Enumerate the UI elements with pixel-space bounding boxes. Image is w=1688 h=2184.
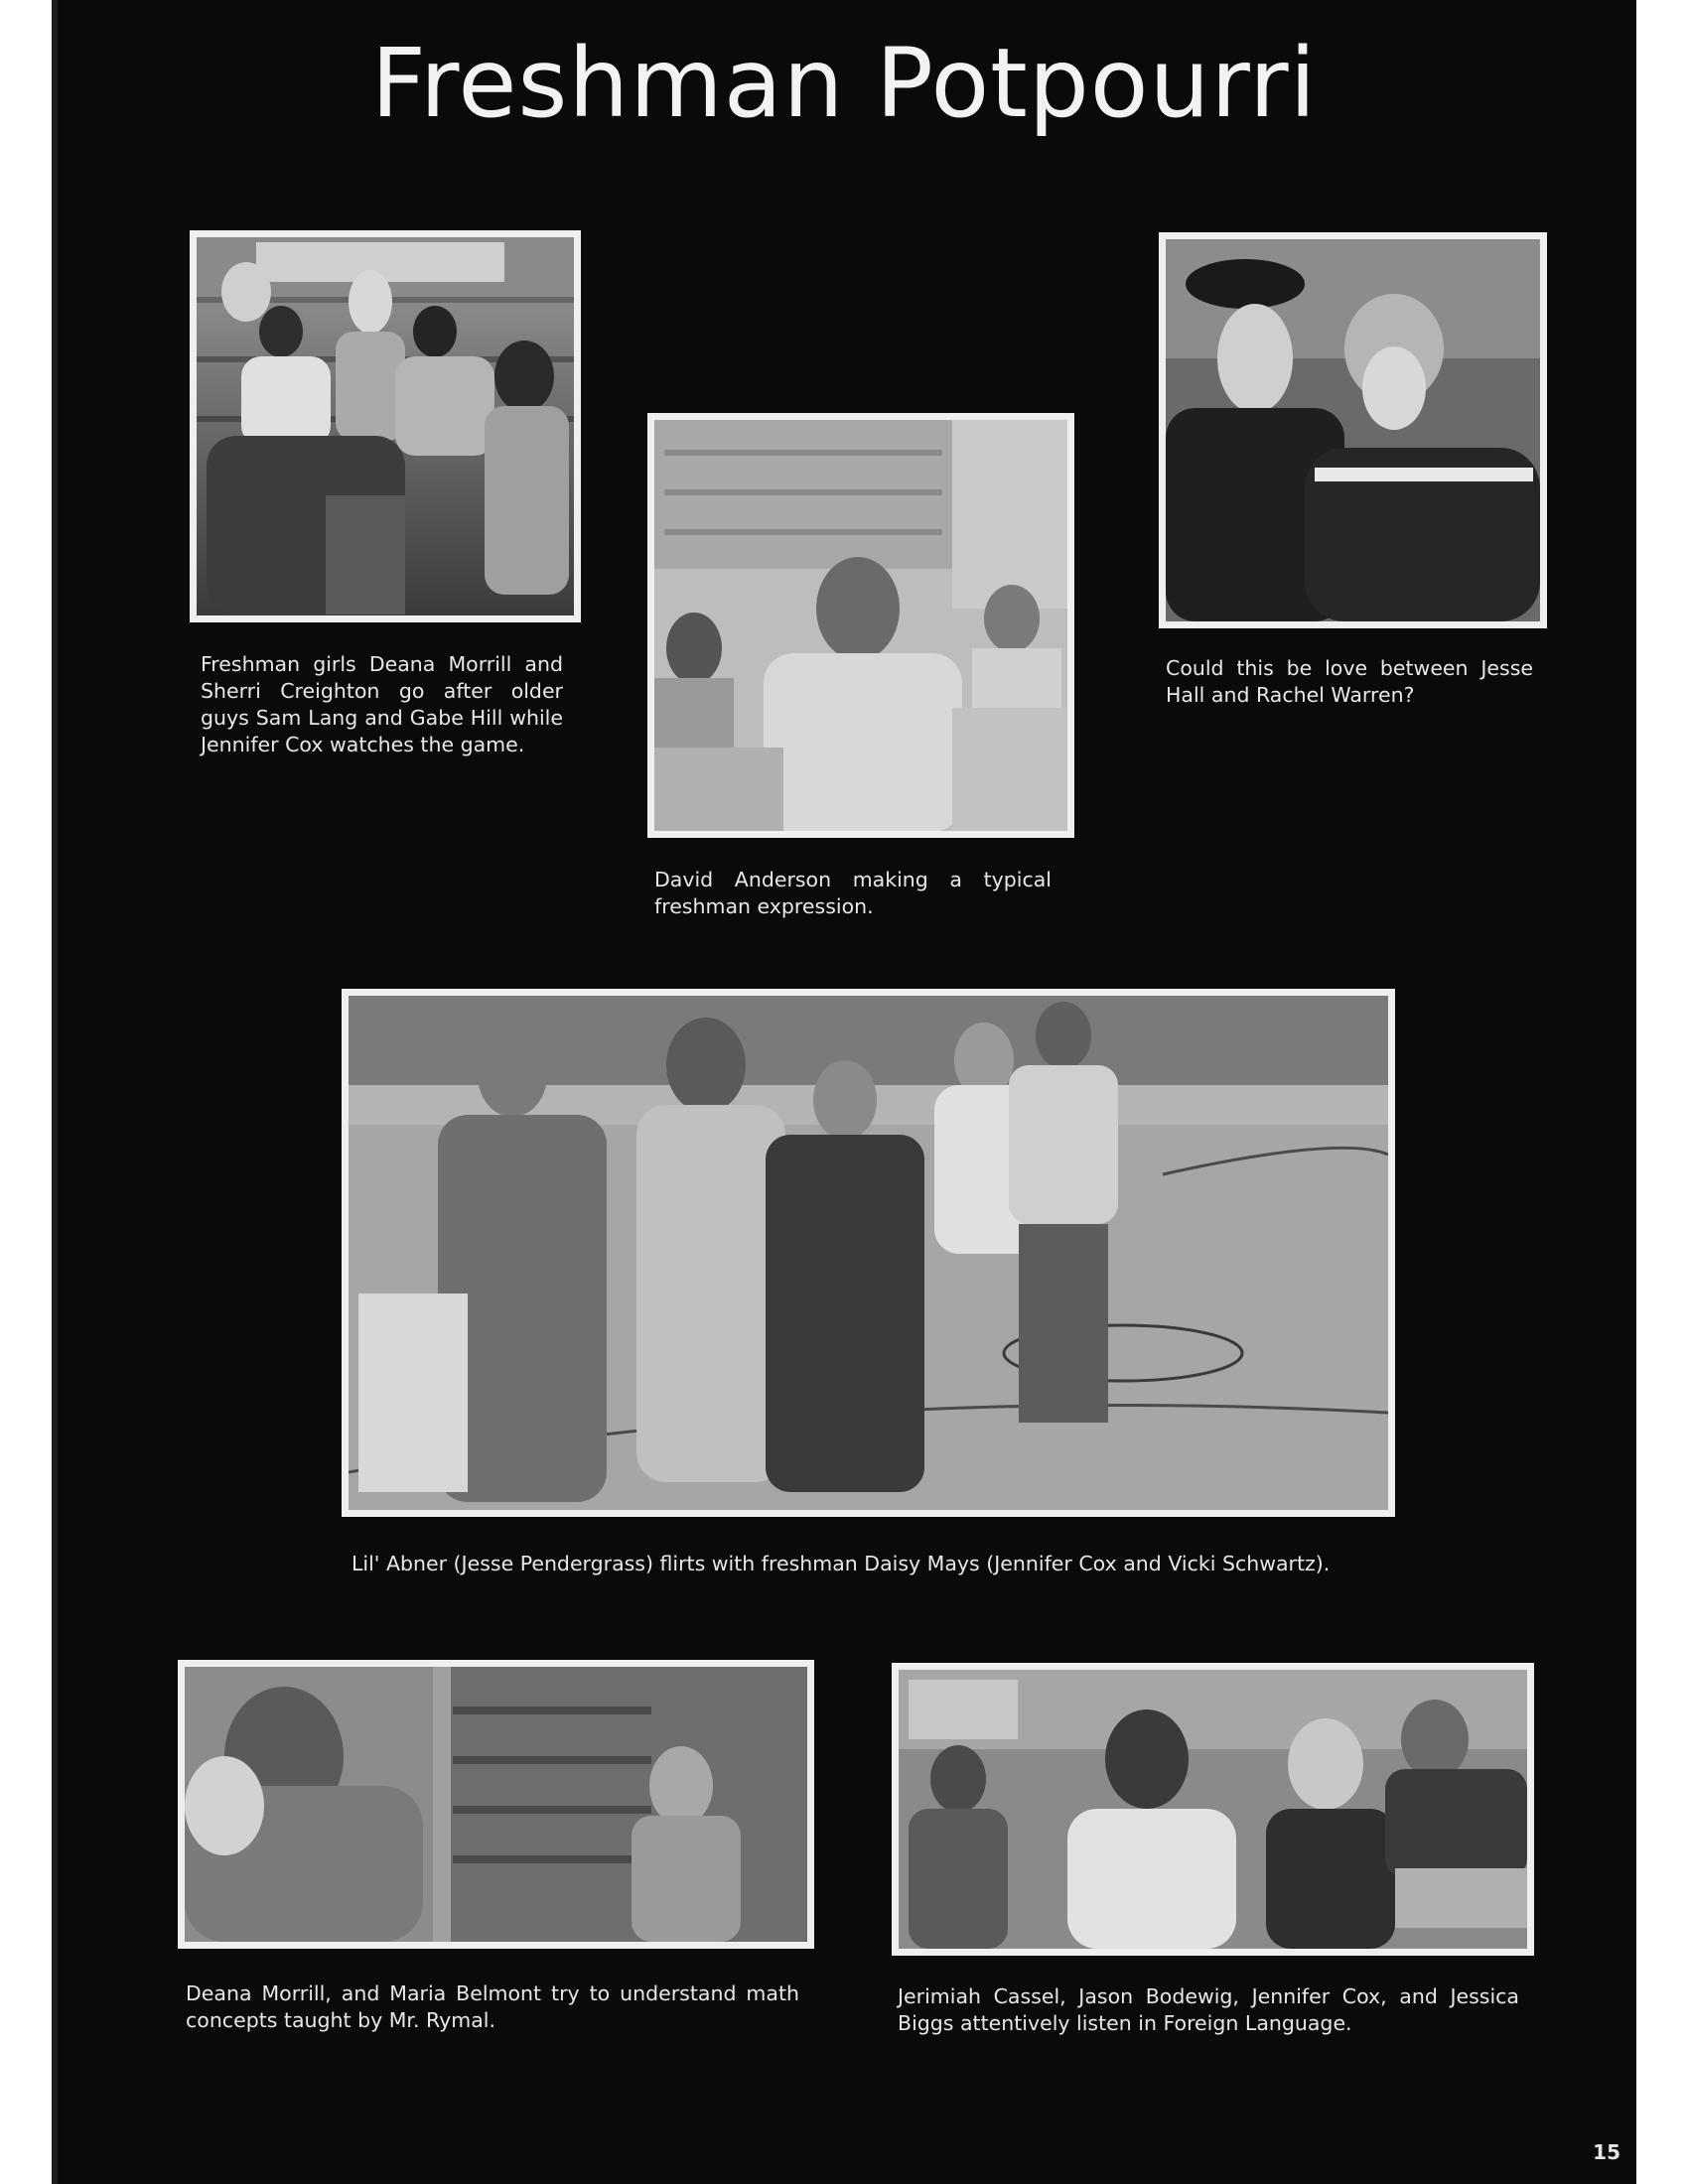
photo-gym-caption: Lil' Abner (Jesse Pendergrass) flirts with freshman Daisy Mays (Jennifer Cox and Vicki Schwartz). (352, 1552, 1331, 1575)
page-spine (52, 0, 58, 2184)
photo-bleachers-caption: Freshman girls Deana Morrill and Sherri Creighton go after older guys Sam Lang and Gabe Hill while Jennifer Cox watches the game. (201, 652, 563, 756)
photo-bleachers (190, 230, 581, 622)
photo-costume-couple (1159, 232, 1547, 628)
page-title: Freshman Potpourri (370, 28, 1318, 139)
photo-language (892, 1663, 1534, 1956)
page-number: 15 (1593, 2140, 1620, 2164)
photo-costume-couple-caption: Could this be love between Jesse Hall and Rachel Warren? (1166, 656, 1533, 707)
photo-math-caption: Deana Morrill, and Maria Belmont try to understand math concepts taught by Mr. Rymal. (186, 1981, 799, 2032)
photo-classroom-caption: David Anderson making a typical freshman expression. (654, 868, 1052, 918)
yearbook-page (52, 0, 1636, 2184)
photo-classroom (647, 413, 1074, 838)
photo-language-caption: Jerimiah Cassel, Jason Bodewig, Jennifer Cox, and Jessica Biggs attentively listen in Foreign Language. (898, 1984, 1519, 2035)
photo-gym (342, 989, 1395, 1517)
photo-math (178, 1660, 814, 1949)
